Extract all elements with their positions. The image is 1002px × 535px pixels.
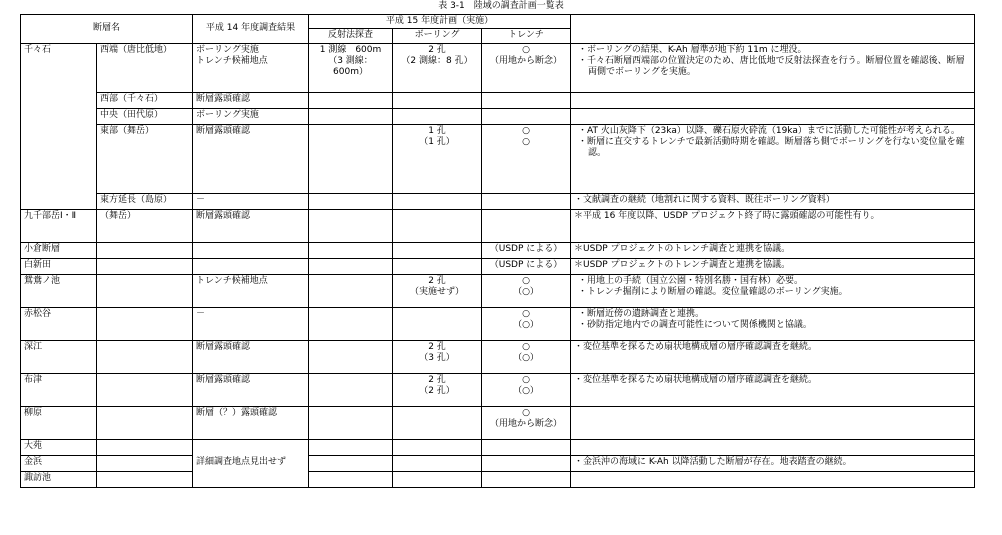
akamatsudani-h14: － [193,307,309,340]
west-end-trench: ○ （用地から断念） [482,43,571,92]
fukae-boring: 2 孔 （3 孔） [393,340,482,373]
ogura-remarks: ＊USDP プロジェクトのトレンチ調査と連携を協議。 [571,242,975,258]
fault-kusenbu: 九千部岳Ⅰ・Ⅱ [21,209,97,242]
east-h14: 断層露頭確認 [193,124,309,193]
table-title: 表 3-1 陸域の調査計画一覧表 [438,1,564,11]
kanahama-h14: 詳細調査地点見出せず [193,439,309,487]
akamatsudani-trench: ○ （○） [482,307,571,340]
header-fault-name: 断層名 [21,15,193,44]
segment-center: 中央（田代原） [97,108,193,124]
east-ext-h14: － [193,193,309,209]
east-boring: 1 孔 （1 孔） [393,124,482,193]
east-trench: ○ ○ [482,124,571,193]
futsu-boring: 2 孔 （2 孔） [393,373,482,406]
fault-futsu: 布津 [21,373,97,406]
header-reflection: 反射法探査 [309,29,393,43]
fukae-trench: ○ （○） [482,340,571,373]
center-h14: ボーリング実施 [193,108,309,124]
segment-east-extension: 東方延長（島原） [97,193,193,209]
east-ext-remarks: ・文献調査の継続（地割れに関する資料、既往ボーリング資料） [571,193,975,209]
segment-west-end: 西端（唐比低地） [97,43,193,92]
west-end-remarks: ・ボーリングの結果、K-Ah 層準が地下約 11m に埋没。 ・千々石断層西端部の位置決定のため、唐比低地で反射法探査を行う。断層位置を確認後、断層両側でボーリングを実施。 [571,43,975,92]
fault-oen: 大苑 [21,439,97,455]
west-h14: 断層露頭確認 [193,92,309,108]
akamatsudani-remarks: ・断層近傍の遺跡調査と連携。 ・砂防指定地内での調査可能性について関係機関と協議。 [571,307,975,340]
fault-fukae: 深江 [21,340,97,373]
oshidori-boring: 2 孔 （実施せず） [393,274,482,307]
survey-plan-table [20,14,975,488]
west-end-reflection: 1 測線 600m （3 測線： 600m） [309,43,393,92]
header-remarks [571,15,975,44]
ogura-trench: （USDP による） [482,242,571,258]
futsu-h14: 断層露頭確認 [193,373,309,406]
kusenbu-segment: （舞岳） [97,209,193,242]
fault-suwanoike: 諏訪池 [21,471,97,487]
east-remarks: ・AT 火山灰降下（23ka）以降、礫石原火砕流（19ka）までに活動した可能性が考えられる。 ・断層に直交するトレンチで最新活動時期を確認。断層落ち側でボーリングを行ない変位量を確認。 [571,124,975,193]
header-h14: 平成 14 年度調査結果 [193,15,309,44]
oshidori-remarks: ・用地上の手続（国立公園・特別名勝・国有林）必要。 ・トレンチ掘削により断層の確認。変位量確認のボーリング実施。 [571,274,975,307]
futsu-trench: ○ （○） [482,373,571,406]
fukae-remarks: ・変位基準を探るため扇状地構成層の層序確認調査を継続。 [571,340,975,373]
fault-ogura: 小倉断層 [21,242,97,258]
kusenbu-h14: 断層露頭確認 [193,209,309,242]
yanagibaru-trench: ○ （用地から断念） [482,406,571,439]
fault-akamatsudani: 赤松谷 [21,307,97,340]
oshidori-h14: トレンチ候補地点 [193,274,309,307]
oshidori-trench: ○ （○） [482,274,571,307]
shirashinden-trench: （USDP による） [482,258,571,274]
kanahama-remarks: ・金浜沖の海域に K-Ah 以降活動した断層が存在。地表踏査の継続。 [571,455,975,471]
segment-east: 東部（舞岳） [97,124,193,193]
fault-oshidori: 鴛鴦ノ池 [21,274,97,307]
header-h15: 平成 15 年度計画（実施） [309,15,571,29]
west-end-h14: ボーリング実施 トレンチ候補地点 [193,43,309,92]
fault-chijiishi: 千々石 [21,43,97,209]
kusenbu-remarks: ＊平成 16 年度以降、USDP プロジェクト終了時に露頭確認の可能性有り。 [571,209,975,242]
fukae-h14: 断層露頭確認 [193,340,309,373]
yanagibaru-h14: 断層（？）露頭確認 [193,406,309,439]
fault-kanahama: 金浜 [21,455,97,471]
futsu-remarks: ・変位基準を探るため扇状地構成層の層序確認調査を継続。 [571,373,975,406]
fault-yanagibaru: 柳原 [21,406,97,439]
header-boring: ボーリング [393,29,482,43]
west-end-boring: 2 孔 （2 測線：8 孔） [393,43,482,92]
header-trench: トレンチ [482,29,571,43]
segment-west: 西部（千々石） [97,92,193,108]
shirashinden-remarks: ＊USDP プロジェクトのトレンチ調査と連携を協議。 [571,258,975,274]
fault-shirashinden: 白新田 [21,258,97,274]
